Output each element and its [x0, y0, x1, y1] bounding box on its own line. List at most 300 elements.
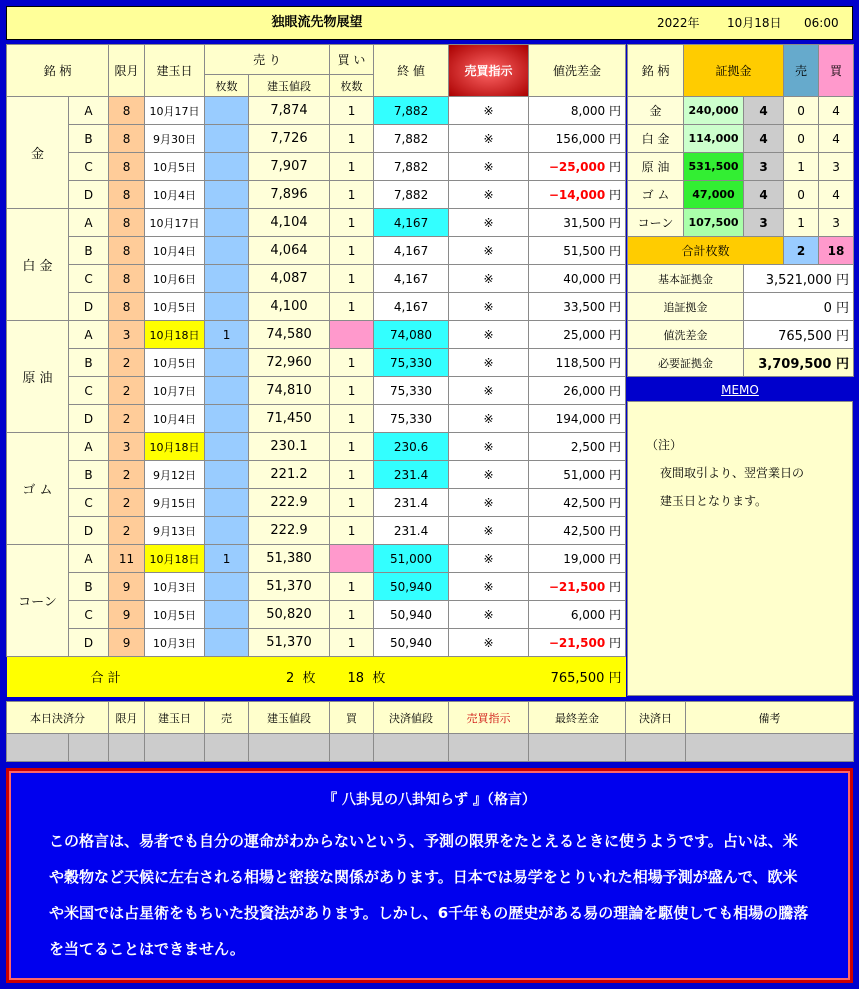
row-diff: 26,000 円 [529, 377, 626, 405]
margin-total-buy: 18 [819, 237, 854, 265]
row-mark: ※ [449, 209, 529, 237]
settlement-empty-row [7, 734, 854, 762]
header-buy-maisu: 枚数 [330, 75, 374, 97]
row-close: 51,000 [374, 545, 449, 573]
summary-label: 値洗差金 [628, 321, 744, 349]
margin-table [627, 44, 854, 377]
row-id: A [69, 321, 109, 349]
row-close: 50,940 [374, 573, 449, 601]
row-buy: 1 [330, 601, 374, 629]
margin-total-row [628, 237, 854, 265]
summary-label: 必要証拠金 [628, 349, 744, 377]
position-row [7, 237, 626, 265]
settle-header-3: 売 [205, 702, 249, 734]
row-month: 3 [109, 321, 145, 349]
settle-header-0: 本日決済分 [7, 702, 109, 734]
margin-units: 3 [744, 153, 784, 181]
summary-value: 3,709,500 円 [744, 349, 854, 377]
memo-panel [627, 401, 853, 696]
group-name: ゴ ム [7, 433, 69, 545]
margin-units: 4 [744, 97, 784, 125]
date-time: 06:00 [804, 16, 839, 30]
row-date: 10月18日 [145, 545, 205, 573]
row-diff: 19,000 円 [529, 545, 626, 573]
settle-header-9: 決済日 [626, 702, 686, 734]
row-diff: 40,000 円 [529, 265, 626, 293]
margin-buy: 4 [819, 125, 854, 153]
row-id: D [69, 181, 109, 209]
quote-title: 『 八卦見の八卦知らず 』（格言） [323, 792, 536, 808]
margin-sell: 0 [784, 181, 819, 209]
margin-amount: 531,500 [684, 153, 744, 181]
row-diff: 8,000 円 [529, 97, 626, 125]
row-diff: 51,000 円 [529, 461, 626, 489]
row-id: A [69, 97, 109, 125]
margin-units: 4 [744, 125, 784, 153]
position-row [7, 321, 626, 349]
header-baibai-button[interactable]: 売買指示 [449, 45, 529, 97]
row-month: 9 [109, 629, 145, 657]
row-date: 10月6日 [145, 265, 205, 293]
row-close: 75,330 [374, 377, 449, 405]
position-row [7, 405, 626, 433]
margin-buy: 4 [819, 97, 854, 125]
margin-units: 4 [744, 181, 784, 209]
row-buy: 1 [330, 181, 374, 209]
position-row [7, 461, 626, 489]
settlement-table [6, 701, 854, 762]
row-id: B [69, 349, 109, 377]
row-month: 9 [109, 573, 145, 601]
date-year: 2022年 [657, 16, 700, 30]
settlement-header-row [7, 702, 854, 734]
row-buy [330, 321, 374, 349]
margin-total-sell: 2 [784, 237, 819, 265]
row-price: 71,450 [249, 405, 330, 433]
settle-header-2: 建玉日 [145, 702, 205, 734]
row-mark: ※ [449, 601, 529, 629]
summary-value: 0 円 [744, 293, 854, 321]
margin-row [628, 153, 854, 181]
row-sell [205, 125, 249, 153]
row-close: 4,167 [374, 237, 449, 265]
row-price: 74,810 [249, 377, 330, 405]
row-diff: 118,500 円 [529, 349, 626, 377]
margin-row [628, 209, 854, 237]
row-close: 74,080 [374, 321, 449, 349]
row-price: 7,907 [249, 153, 330, 181]
row-sell [205, 601, 249, 629]
margin-amount: 47,000 [684, 181, 744, 209]
summary-label: 基本証拠金 [628, 265, 744, 293]
quote-body: この格言は、易者でも自分の運命がわからないという、予測の限界をたとえるときに使うようです。占いは、米や穀物など天候に左右される相場と密接な関係があります。日本では易学をとりいれた相場予測が盛んで、欧米や米国では占星術をもちいた投資法があります。しかし、6千年もの歴史がある易の理論を駆使しても相場の騰落を当てることはできません。 [49, 832, 809, 958]
margin-name: コーン [628, 209, 684, 237]
row-sell [205, 461, 249, 489]
row-price: 72,960 [249, 349, 330, 377]
header-sell-maisu: 枚数 [205, 75, 249, 97]
row-month: 8 [109, 293, 145, 321]
margin-name: ゴ ム [628, 181, 684, 209]
settle-header-4: 建玉値段 [249, 702, 330, 734]
position-row [7, 489, 626, 517]
row-id: B [69, 573, 109, 601]
row-close: 50,940 [374, 601, 449, 629]
row-close: 75,330 [374, 405, 449, 433]
settle-header-7: 売買指示 [449, 702, 529, 734]
margin-sell: 1 [784, 209, 819, 237]
row-mark: ※ [449, 433, 529, 461]
row-diff: 25,000 円 [529, 321, 626, 349]
row-diff: 156,000 円 [529, 125, 626, 153]
row-mark: ※ [449, 181, 529, 209]
header-uri: 売 り [205, 45, 330, 75]
row-price: 51,380 [249, 545, 330, 573]
position-row [7, 433, 626, 461]
row-month: 11 [109, 545, 145, 573]
margin-summary-row [628, 349, 854, 377]
margin-summary-row [628, 293, 854, 321]
row-id: B [69, 125, 109, 153]
margin-header-kai: 買 [819, 45, 854, 97]
row-date: 10月3日 [145, 573, 205, 601]
row-id: D [69, 293, 109, 321]
row-date: 9月13日 [145, 517, 205, 545]
header-gengetsu: 限月 [109, 45, 145, 97]
row-month: 3 [109, 433, 145, 461]
margin-name: 金 [628, 97, 684, 125]
row-date: 10月17日 [145, 209, 205, 237]
row-mark: ※ [449, 517, 529, 545]
row-sell [205, 629, 249, 657]
row-close: 230.6 [374, 433, 449, 461]
row-diff: 31,500 円 [529, 209, 626, 237]
position-row [7, 601, 626, 629]
summary-value: 3,521,000 円 [744, 265, 854, 293]
row-diff: 42,500 円 [529, 517, 626, 545]
row-date: 10月5日 [145, 153, 205, 181]
row-diff: −14,000 円 [529, 181, 626, 209]
margin-buy: 3 [819, 209, 854, 237]
date-day: 10月18日 [727, 16, 782, 30]
row-sell [205, 489, 249, 517]
position-row [7, 209, 626, 237]
margin-row [628, 125, 854, 153]
row-id: A [69, 433, 109, 461]
row-price: 4,064 [249, 237, 330, 265]
memo-line2: 建玉日となります。 [660, 494, 768, 508]
position-row [7, 629, 626, 657]
row-sell [205, 97, 249, 125]
margin-header-meigara: 銘 柄 [628, 45, 684, 97]
row-buy: 1 [330, 125, 374, 153]
row-month: 2 [109, 349, 145, 377]
positions-header-row [7, 45, 626, 75]
header-kai: 買 い [330, 45, 374, 75]
row-buy [330, 545, 374, 573]
margin-sell: 1 [784, 153, 819, 181]
row-buy: 1 [330, 349, 374, 377]
settle-header-8: 最終差金 [529, 702, 626, 734]
group-name: 白 金 [7, 209, 69, 321]
row-date: 9月30日 [145, 125, 205, 153]
row-month: 8 [109, 125, 145, 153]
memo-note: （注） [646, 438, 683, 452]
position-row [7, 377, 626, 405]
row-month: 2 [109, 489, 145, 517]
row-price: 4,100 [249, 293, 330, 321]
row-month: 2 [109, 517, 145, 545]
row-month: 9 [109, 601, 145, 629]
margin-buy: 3 [819, 153, 854, 181]
row-sell: 1 [205, 321, 249, 349]
row-month: 8 [109, 153, 145, 181]
row-close: 4,167 [374, 293, 449, 321]
position-row [7, 349, 626, 377]
row-date: 10月4日 [145, 237, 205, 265]
row-date: 9月12日 [145, 461, 205, 489]
margin-sell: 0 [784, 97, 819, 125]
row-buy: 1 [330, 489, 374, 517]
row-id: B [69, 461, 109, 489]
group-name: コーン [7, 545, 69, 657]
row-price: 51,370 [249, 629, 330, 657]
row-buy: 1 [330, 293, 374, 321]
row-close: 7,882 [374, 181, 449, 209]
summary-value: 765,500 円 [744, 321, 854, 349]
position-row [7, 517, 626, 545]
row-close: 7,882 [374, 153, 449, 181]
row-close: 231.4 [374, 517, 449, 545]
row-sell [205, 153, 249, 181]
row-mark: ※ [449, 349, 529, 377]
positions-table [6, 44, 626, 697]
row-sell [205, 181, 249, 209]
margin-header-uri: 売 [784, 45, 819, 97]
row-buy: 1 [330, 237, 374, 265]
title-bar [6, 6, 853, 40]
row-mark: ※ [449, 293, 529, 321]
row-diff: 6,000 円 [529, 601, 626, 629]
header-tategyokubi: 建玉日 [145, 45, 205, 97]
position-row [7, 545, 626, 573]
row-price: 7,726 [249, 125, 330, 153]
row-price: 222.9 [249, 517, 330, 545]
margin-amount: 107,500 [684, 209, 744, 237]
position-row [7, 125, 626, 153]
row-month: 8 [109, 97, 145, 125]
margin-header-shokokin: 証拠金 [684, 45, 784, 97]
row-diff: −21,500 円 [529, 573, 626, 601]
row-sell [205, 573, 249, 601]
row-price: 230.1 [249, 433, 330, 461]
row-id: C [69, 265, 109, 293]
row-price: 51,370 [249, 573, 330, 601]
header-nearai: 値洗差金 [529, 45, 626, 97]
row-close: 75,330 [374, 349, 449, 377]
margin-row [628, 97, 854, 125]
memo-line1: 夜間取引より、翌営業日の [660, 466, 805, 480]
row-buy: 1 [330, 517, 374, 545]
settle-header-10: 備考 [686, 702, 854, 734]
row-sell [205, 265, 249, 293]
settle-header-5: 買 [330, 702, 374, 734]
row-price: 7,874 [249, 97, 330, 125]
row-id: C [69, 489, 109, 517]
total-row [7, 657, 626, 697]
row-sell [205, 293, 249, 321]
total-sell: 2 枚 [205, 657, 330, 697]
row-mark: ※ [449, 405, 529, 433]
row-id: D [69, 629, 109, 657]
row-close: 4,167 [374, 265, 449, 293]
row-price: 4,087 [249, 265, 330, 293]
margin-amount: 240,000 [684, 97, 744, 125]
row-buy: 1 [330, 209, 374, 237]
row-diff: −21,500 円 [529, 629, 626, 657]
total-diff: 765,500 円 [529, 657, 626, 697]
row-diff: 2,500 円 [529, 433, 626, 461]
row-buy: 1 [330, 573, 374, 601]
row-price: 221.2 [249, 461, 330, 489]
row-mark: ※ [449, 265, 529, 293]
row-id: B [69, 237, 109, 265]
row-buy: 1 [330, 377, 374, 405]
row-buy: 1 [330, 265, 374, 293]
row-sell [205, 405, 249, 433]
row-mark: ※ [449, 153, 529, 181]
position-row [7, 181, 626, 209]
row-id: D [69, 405, 109, 433]
row-date: 10月17日 [145, 97, 205, 125]
row-sell [205, 209, 249, 237]
row-id: C [69, 153, 109, 181]
row-date: 10月5日 [145, 293, 205, 321]
row-sell: 1 [205, 545, 249, 573]
row-date: 10月4日 [145, 181, 205, 209]
row-close: 231.4 [374, 489, 449, 517]
margin-header-row [628, 45, 854, 97]
margin-row [628, 181, 854, 209]
row-buy: 1 [330, 405, 374, 433]
group-name: 原 油 [7, 321, 69, 433]
row-date: 9月15日 [145, 489, 205, 517]
row-price: 7,896 [249, 181, 330, 209]
margin-amount: 114,000 [684, 125, 744, 153]
position-row [7, 153, 626, 181]
summary-label: 追証拠金 [628, 293, 744, 321]
row-month: 8 [109, 265, 145, 293]
margin-name: 原 油 [628, 153, 684, 181]
position-row [7, 97, 626, 125]
row-mark: ※ [449, 97, 529, 125]
row-diff: 51,500 円 [529, 237, 626, 265]
row-buy: 1 [330, 433, 374, 461]
memo-link[interactable]: MEMO [627, 379, 853, 401]
row-mark: ※ [449, 321, 529, 349]
row-mark: ※ [449, 125, 529, 153]
row-sell [205, 433, 249, 461]
row-month: 2 [109, 461, 145, 489]
row-id: A [69, 545, 109, 573]
row-date: 10月3日 [145, 629, 205, 657]
row-id: D [69, 517, 109, 545]
row-mark: ※ [449, 237, 529, 265]
row-month: 8 [109, 209, 145, 237]
header-owarine: 終 値 [374, 45, 449, 97]
margin-sell: 0 [784, 125, 819, 153]
row-mark: ※ [449, 489, 529, 517]
margin-total-label: 合計枚数 [628, 237, 784, 265]
row-price: 222.9 [249, 489, 330, 517]
quote-box [6, 768, 853, 983]
margin-summary-row [628, 321, 854, 349]
row-date: 10月18日 [145, 321, 205, 349]
row-mark: ※ [449, 377, 529, 405]
row-id: C [69, 377, 109, 405]
position-row [7, 573, 626, 601]
row-mark: ※ [449, 545, 529, 573]
row-close: 50,940 [374, 629, 449, 657]
settle-header-6: 決済値段 [374, 702, 449, 734]
margin-buy: 4 [819, 181, 854, 209]
total-buy: 18 枚 [330, 657, 449, 697]
row-diff: 42,500 円 [529, 489, 626, 517]
row-close: 4,167 [374, 209, 449, 237]
margin-summary-row [628, 265, 854, 293]
row-sell [205, 349, 249, 377]
page-title: 独眼流先物展望 [271, 15, 363, 30]
row-date: 10月18日 [145, 433, 205, 461]
position-row [7, 293, 626, 321]
row-month: 8 [109, 181, 145, 209]
header-tategyoku-nedan: 建玉値段 [249, 75, 330, 97]
margin-name: 白 金 [628, 125, 684, 153]
row-diff: 33,500 円 [529, 293, 626, 321]
row-buy: 1 [330, 461, 374, 489]
row-date: 10月7日 [145, 377, 205, 405]
row-date: 10月5日 [145, 601, 205, 629]
row-mark: ※ [449, 573, 529, 601]
row-date: 10月5日 [145, 349, 205, 377]
row-price: 4,104 [249, 209, 330, 237]
row-month: 8 [109, 237, 145, 265]
row-date: 10月4日 [145, 405, 205, 433]
row-id: A [69, 209, 109, 237]
row-month: 2 [109, 405, 145, 433]
position-row [7, 265, 626, 293]
row-diff: −25,000 円 [529, 153, 626, 181]
row-diff: 194,000 円 [529, 405, 626, 433]
row-month: 2 [109, 377, 145, 405]
row-close: 7,882 [374, 125, 449, 153]
row-price: 74,580 [249, 321, 330, 349]
row-close: 231.4 [374, 461, 449, 489]
row-id: C [69, 601, 109, 629]
row-sell [205, 237, 249, 265]
margin-units: 3 [744, 209, 784, 237]
row-close: 7,882 [374, 97, 449, 125]
row-sell [205, 377, 249, 405]
row-buy: 1 [330, 153, 374, 181]
row-buy: 1 [330, 97, 374, 125]
row-mark: ※ [449, 629, 529, 657]
group-name: 金 [7, 97, 69, 209]
row-mark: ※ [449, 461, 529, 489]
row-sell [205, 517, 249, 545]
header-meigara: 銘 柄 [7, 45, 109, 97]
total-label: 合 計 [7, 657, 205, 697]
row-price: 50,820 [249, 601, 330, 629]
